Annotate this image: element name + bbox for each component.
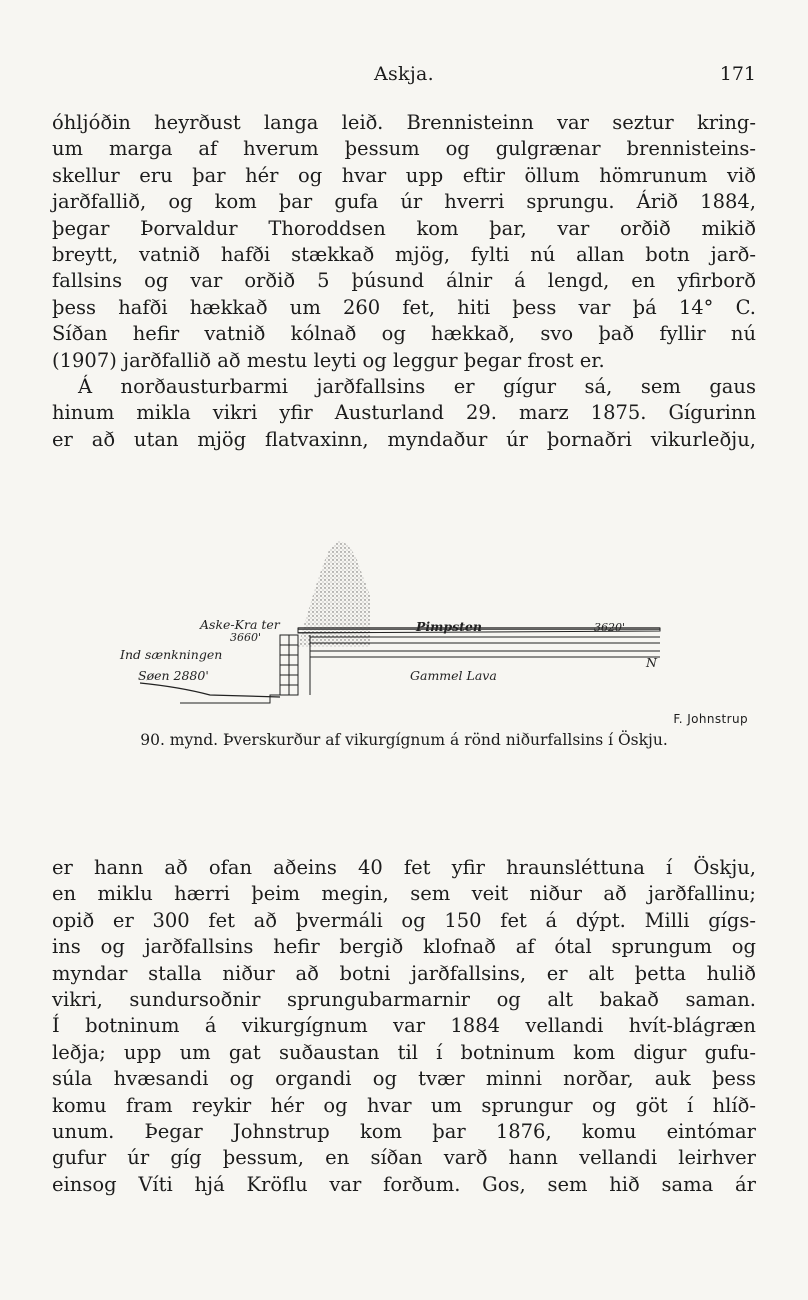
text-line: óhljóðin heyrðust langa leið. Brennisteinn var seztur kring- — [52, 111, 756, 134]
text-line: fallsins og var orðið 5 þúsund álnir á lengd, en yfirborð — [52, 269, 756, 293]
text-line: Í botninum á vikurgígnum var 1884 vellandi hvít-blágræn — [52, 1014, 756, 1038]
text-line: leðja; upp um gat suðaustan til í botninum kom digur gufu- — [52, 1040, 756, 1064]
text-line: Á norðausturbarmi jarðfallsins er gígur sá, sem gaus — [78, 375, 756, 399]
text-line: komu fram reykir hér og hvar um sprungur og göt í hlíð- — [52, 1093, 756, 1117]
crater-cross-section-figure — [120, 535, 680, 705]
text-line: um marga af hverum þessum og gulgrænar brennisteins- — [52, 137, 756, 161]
text-line: en miklu hærri þeim megin, sem veit niður að jarðfallinu; — [52, 882, 756, 906]
label-right-height: 3620' — [594, 621, 626, 634]
text-line: breytt, vatnið hafði stækkað mjög, fylti nú allan botn jarð- — [52, 243, 756, 267]
text-line: Síðan hefir vatnið kólnað og hækkað, svo það fyllir nú — [52, 322, 756, 346]
label-aske-krater: Aske-Kra ter — [200, 617, 280, 632]
text-line: einsog Víti hjá Kröflu var forðum. Gos, sem hið sama ár — [52, 1172, 756, 1196]
paragraph-2 — [52, 855, 756, 1198]
page-number: 171 — [719, 63, 756, 85]
label-gammel-lava: Gammel Lava — [410, 668, 497, 683]
text-line: myndar stalla niður að botni jarðfallsins, er alt þetta hulið — [52, 961, 756, 985]
text-line: vikri, sundursoðnir sprungubarmarnir og alt bakað saman. — [52, 988, 756, 1012]
figure-caption: 90. mynd. Þverskurður af vikurgígnum á rönd niðurfallsins í Öskju. — [140, 731, 668, 749]
figure-credit: F. Johnstrup — [673, 712, 748, 726]
label-pimpsten: Pimpsten — [416, 619, 482, 634]
text-line: unum. Þegar Johnstrup kom þar 1876, komu eintómar — [52, 1120, 756, 1144]
text-line: hinum mikla vikri yfir Austurland 29. marz 1875. Gígurinn — [52, 401, 756, 425]
text-line: er að utan mjög flatvaxinn, myndaður úr þornaðri vikurleðju, — [52, 427, 756, 451]
text-line: súla hvæsandi og organdi og tvær minni norðar, auk þess — [52, 1067, 756, 1091]
label-compass-n: N — [646, 655, 657, 670]
text-line: er hann að ofan aðeins 40 fet yfir hraunsléttuna í Öskju, — [52, 856, 756, 879]
text-line: þess hafði hækkað um 260 fet, hiti þess var þá 14° C. — [52, 295, 756, 319]
text-line: (1907) jarðfallið að mestu leyti og leggur þegar frost er. — [52, 348, 605, 372]
text-line: opið er 300 fet að þvermáli og 150 fet á dýpt. Milli gígs- — [52, 908, 756, 932]
text-line: jarðfallið, og kom þar gufa úr hverri sprungu. Árið 1884, — [52, 190, 756, 214]
text-line: gufur úr gíg þessum, en síðan varð hann vellandi leirhver — [52, 1146, 756, 1170]
text-line: þegar Þorvaldur Thoroddsen kom þar, var orðið mikið — [52, 216, 756, 240]
paragraph-1 — [52, 110, 756, 453]
text-line: ins og jarðfallsins hefir bergið klofnað af ótal sprungum og — [52, 935, 756, 959]
text-line: skellur eru þar hér og hvar upp eftir öllum hömrunum við — [52, 163, 756, 187]
label-aske-krater-height: 3660' — [230, 631, 262, 644]
label-ind-saenkningen: Ind sænkningen — [120, 647, 223, 662]
label-soen: Søen 2880' — [138, 668, 209, 683]
header-title: Askja. — [373, 63, 435, 85]
running-header — [52, 63, 756, 91]
